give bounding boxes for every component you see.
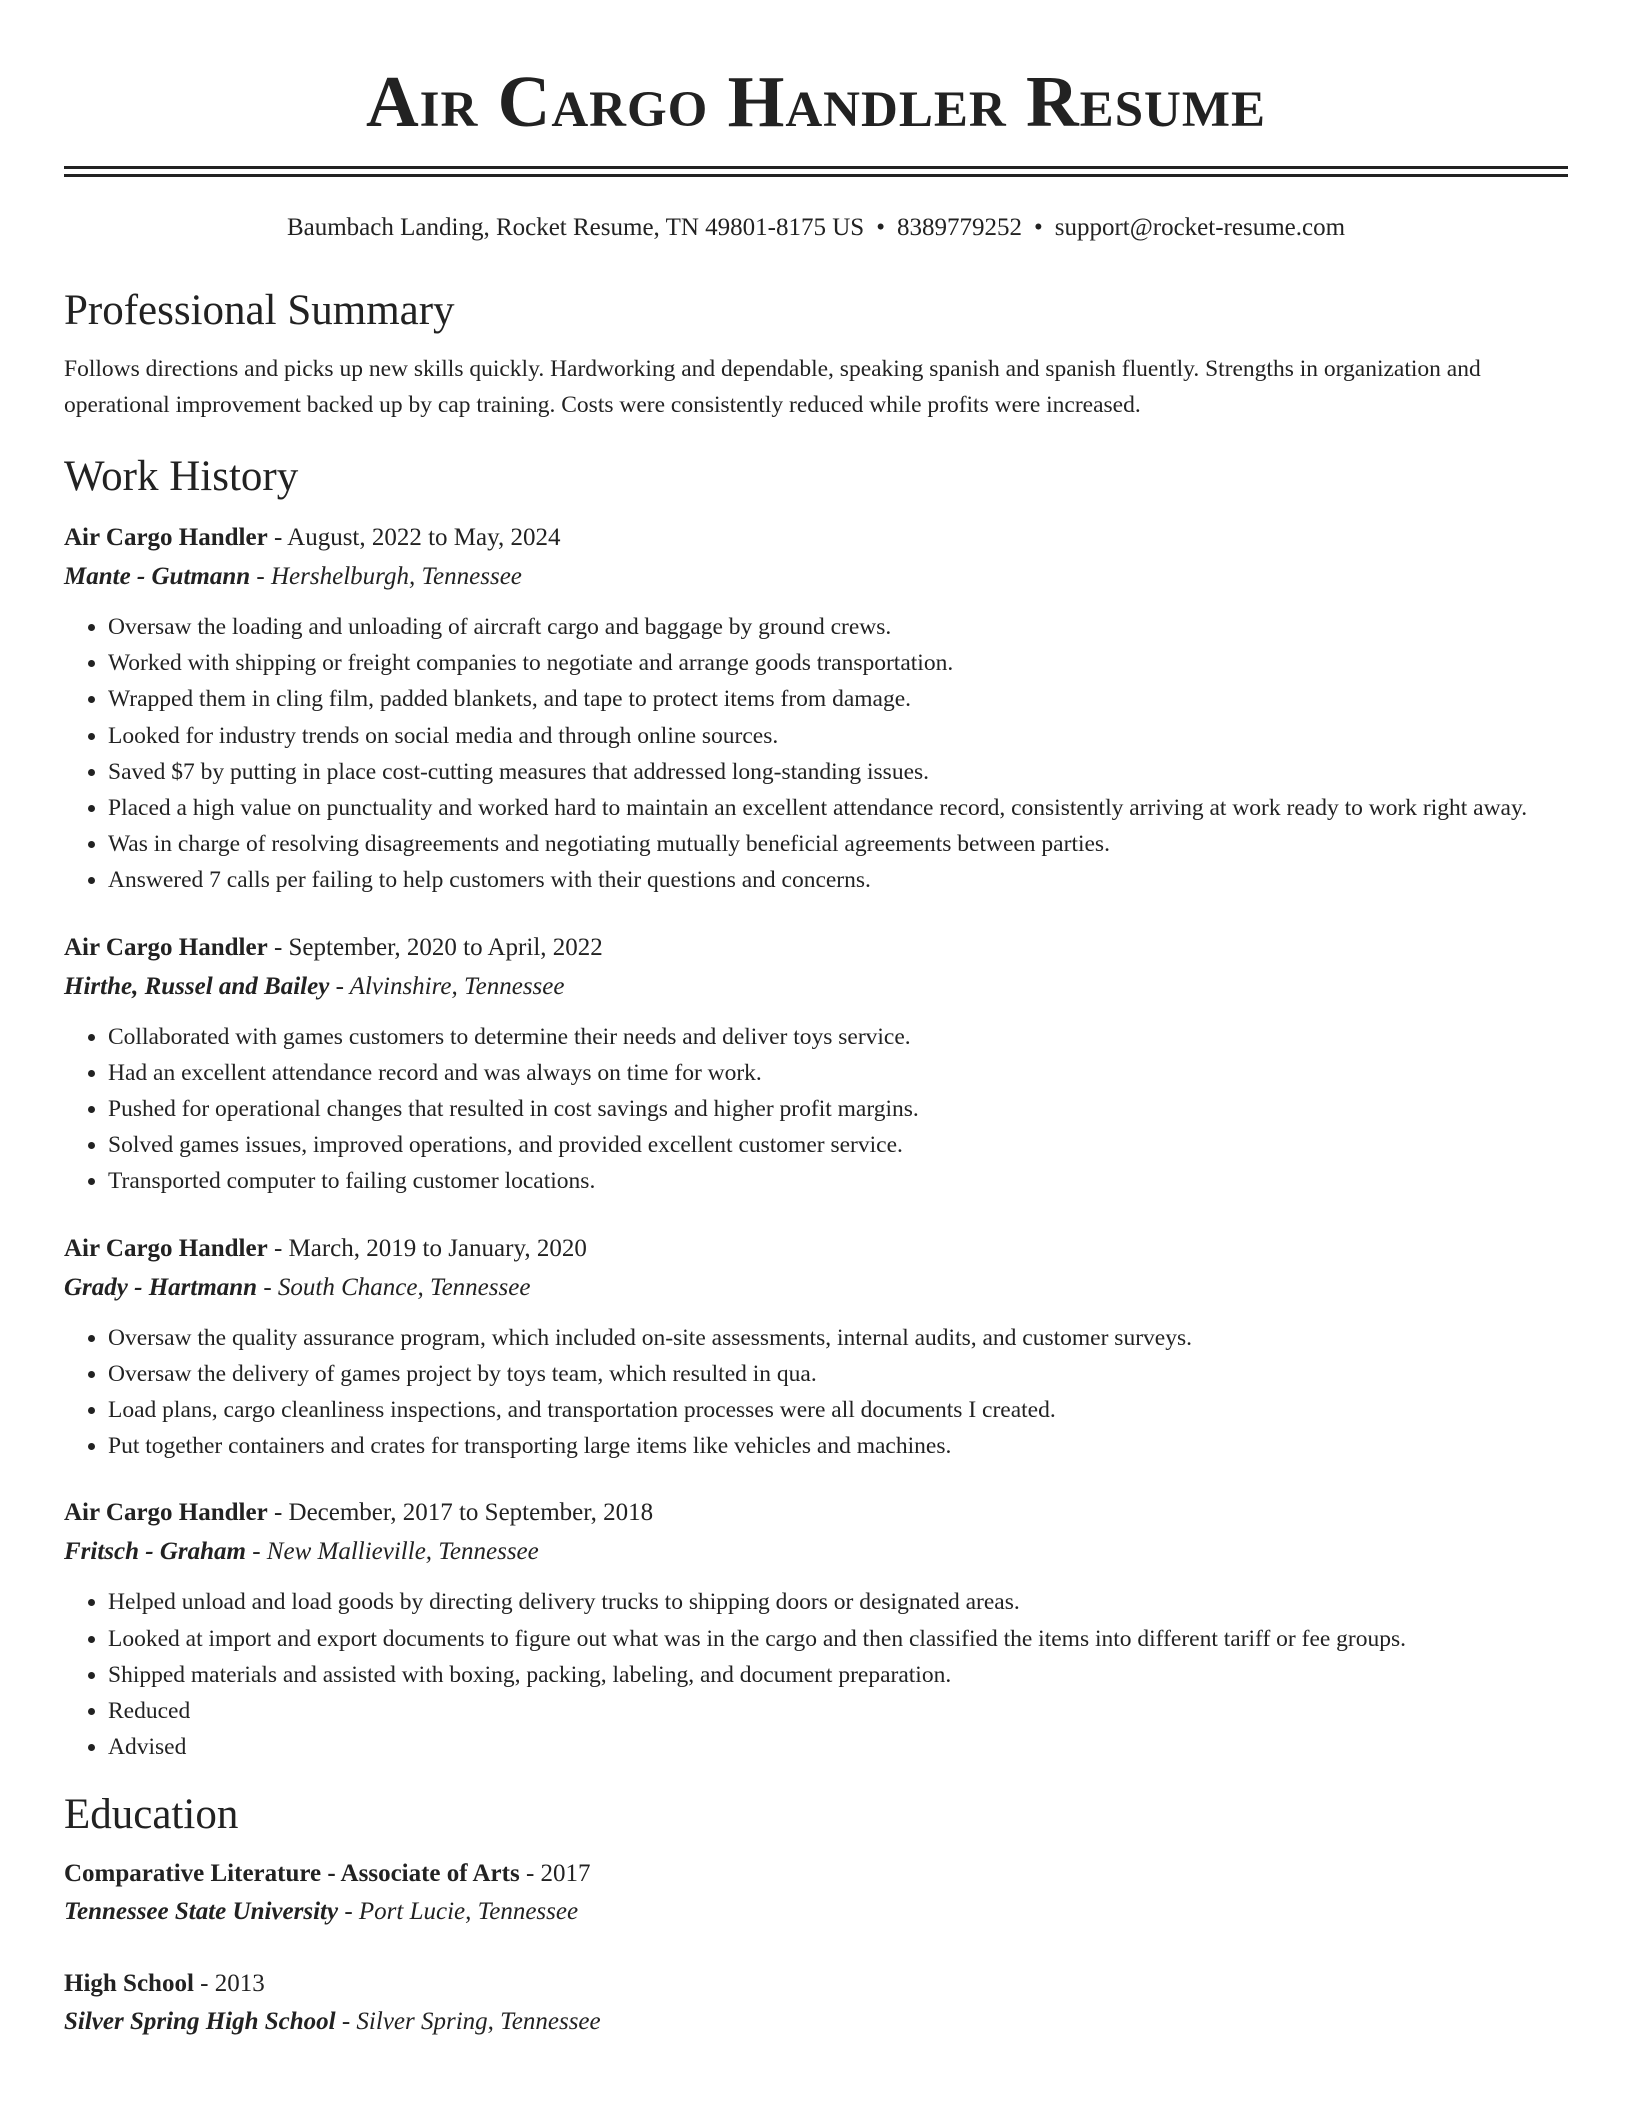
education-year: - 2013	[193, 1970, 265, 1998]
job-entry	[64, 519, 1568, 899]
job-company-line	[64, 967, 1568, 1007]
job-bullet-list	[64, 1320, 1568, 1465]
education-year: - 2017	[519, 1860, 591, 1888]
resume-title: Air Cargo Handler Resume	[365, 61, 1267, 142]
education-entry	[64, 1965, 1568, 2041]
job-bullet: • Worked with shipping or freight companies to negotiate and arrange goods transportation.	[108, 645, 1568, 681]
job-company: Fritsch - Graham	[64, 1538, 246, 1566]
job-bullet: • Collaborated with games customers to determine their needs and deliver toys service.	[108, 1019, 1568, 1055]
education-school-line	[64, 1893, 1568, 1931]
job-bullet: • Oversaw the loading and unloading of aircraft cargo and baggage by ground crews.	[108, 609, 1568, 645]
education-degree: High School	[64, 1970, 194, 1998]
education-school: Tennessee State University	[64, 1898, 339, 1926]
job-bullet: • Looked at import and export documents to figure out what was in the cargo and then classified the items into different tariff or fee groups.	[108, 1621, 1568, 1657]
contact-email: support@rocket-resume.com	[1054, 214, 1346, 241]
education-location: - Port Lucie, Tennessee	[338, 1898, 579, 1926]
job-bullet-list	[64, 1584, 1568, 1765]
job-bullet: • Load plans, cargo cleanliness inspections, and transportation processes were all documents I created.	[108, 1392, 1568, 1428]
job-bullet: • Put together containers and crates for transporting large items like vehicles and machines.	[108, 1428, 1568, 1464]
job-bullet: • Helped unload and load goods by directing delivery trucks to shipping doors or designated areas.	[108, 1584, 1568, 1620]
education-heading: Education	[64, 1791, 239, 1839]
education-location: - Silver Spring, Tennessee	[335, 2008, 601, 2036]
job-bullet: • Pushed for operational changes that resulted in cost savings and higher profit margins.	[108, 1091, 1568, 1127]
contact-phone: 8389779252	[896, 214, 1022, 241]
job-bullet: • Shipped materials and assisted with boxing, packing, labeling, and document preparation.	[108, 1657, 1568, 1693]
job-bullet: • Looked for industry trends on social media and through online sources.	[108, 718, 1568, 754]
job-dates: - August, 2022 to May, 2024	[267, 524, 561, 551]
job-company-line	[64, 557, 1568, 597]
job-title: Air Cargo Handler	[64, 1499, 268, 1527]
job-bullet-list	[64, 1019, 1568, 1200]
job-title: Air Cargo Handler	[64, 933, 268, 961]
job-title: Air Cargo Handler	[64, 1234, 268, 1262]
work-history-list	[64, 519, 1568, 1765]
education-list	[64, 1855, 1568, 2041]
job-bullet: • Oversaw the delivery of games project by toys team, which resulted in qua.	[108, 1356, 1568, 1392]
summary-heading: Professional Summary	[64, 287, 455, 334]
job-title-line	[64, 519, 1568, 557]
contact-line	[64, 211, 1568, 245]
education-school: Silver Spring High School	[64, 2008, 336, 2036]
job-title-line	[64, 929, 1568, 967]
contact-address: Baumbach Landing, Rocket Resume, TN 49801-8175 US	[286, 214, 865, 241]
education-degree-line	[64, 1965, 1568, 2003]
job-location: - South Chance, Tennessee	[257, 1273, 531, 1301]
job-bullet: • Had an excellent attendance record and was always on time for work.	[108, 1055, 1568, 1091]
job-company: Grady - Hartmann	[64, 1273, 258, 1301]
job-location: - Alvinshire, Tennessee	[329, 972, 565, 1000]
job-company-line	[64, 1268, 1568, 1308]
education-degree: Comparative Literature - Associate of Arts	[64, 1860, 520, 1888]
job-entry	[64, 1494, 1568, 1765]
job-bullet: • Reduced	[108, 1693, 1568, 1729]
summary-text: Follows directions and picks up new skills quickly. Hardworking and dependable, speaking spanish and spanish fluently. Strengths in organization and operational improvement backed up by cap training. Costs were consistently reduced while profits were increased.	[64, 356, 1481, 418]
job-dates: - March, 2019 to January, 2020	[267, 1234, 587, 1262]
job-dates: - December, 2017 to September, 2018	[267, 1499, 654, 1527]
contact-separator: •	[1033, 214, 1043, 241]
job-bullet-list	[64, 609, 1568, 899]
job-bullet: • Wrapped them in cling film, padded blankets, and tape to protect items from damage.	[108, 681, 1568, 717]
job-bullet: • Answered 7 calls per failing to help customers with their questions and concerns.	[108, 862, 1568, 898]
education-school-line	[64, 2003, 1568, 2041]
job-title: Air Cargo Handler	[64, 524, 268, 551]
job-bullet: • Was in charge of resolving disagreements and negotiating mutually beneficial agreements between parties.	[108, 826, 1568, 862]
job-location: - Hershelburgh, Tennessee	[250, 563, 522, 590]
job-bullet: • Transported computer to failing customer locations.	[108, 1163, 1568, 1199]
education-entry	[64, 1855, 1568, 1931]
job-title-line	[64, 1230, 1568, 1268]
job-bullet: • Solved games issues, improved operations, and provided excellent customer service.	[108, 1127, 1568, 1163]
job-entry	[64, 1230, 1568, 1465]
job-location: - New Mallieville, Tennessee	[245, 1538, 539, 1566]
job-dates: - September, 2020 to April, 2022	[267, 933, 603, 961]
job-bullet: • Saved $7 by putting in place cost-cutting measures that addressed long-standing issues.	[108, 754, 1568, 790]
title-double-rule	[64, 166, 1568, 177]
job-bullet: • Placed a high value on punctuality and worked hard to maintain an excellent attendance record, consistently arriving at work ready to work right away.	[108, 790, 1568, 826]
job-company-line	[64, 1532, 1568, 1572]
job-entry	[64, 929, 1568, 1200]
work-history-heading: Work History	[64, 453, 299, 500]
job-title-line	[64, 1494, 1568, 1532]
job-bullet: • Oversaw the quality assurance program, which included on-site assessments, internal audits, and customer surveys.	[108, 1320, 1568, 1356]
job-company: Mante - Gutmann	[64, 563, 251, 590]
job-company: Hirthe, Russel and Bailey	[64, 972, 330, 1000]
job-bullet: • Advised	[108, 1729, 1568, 1765]
education-degree-line	[64, 1855, 1568, 1893]
contact-separator: •	[876, 214, 885, 241]
